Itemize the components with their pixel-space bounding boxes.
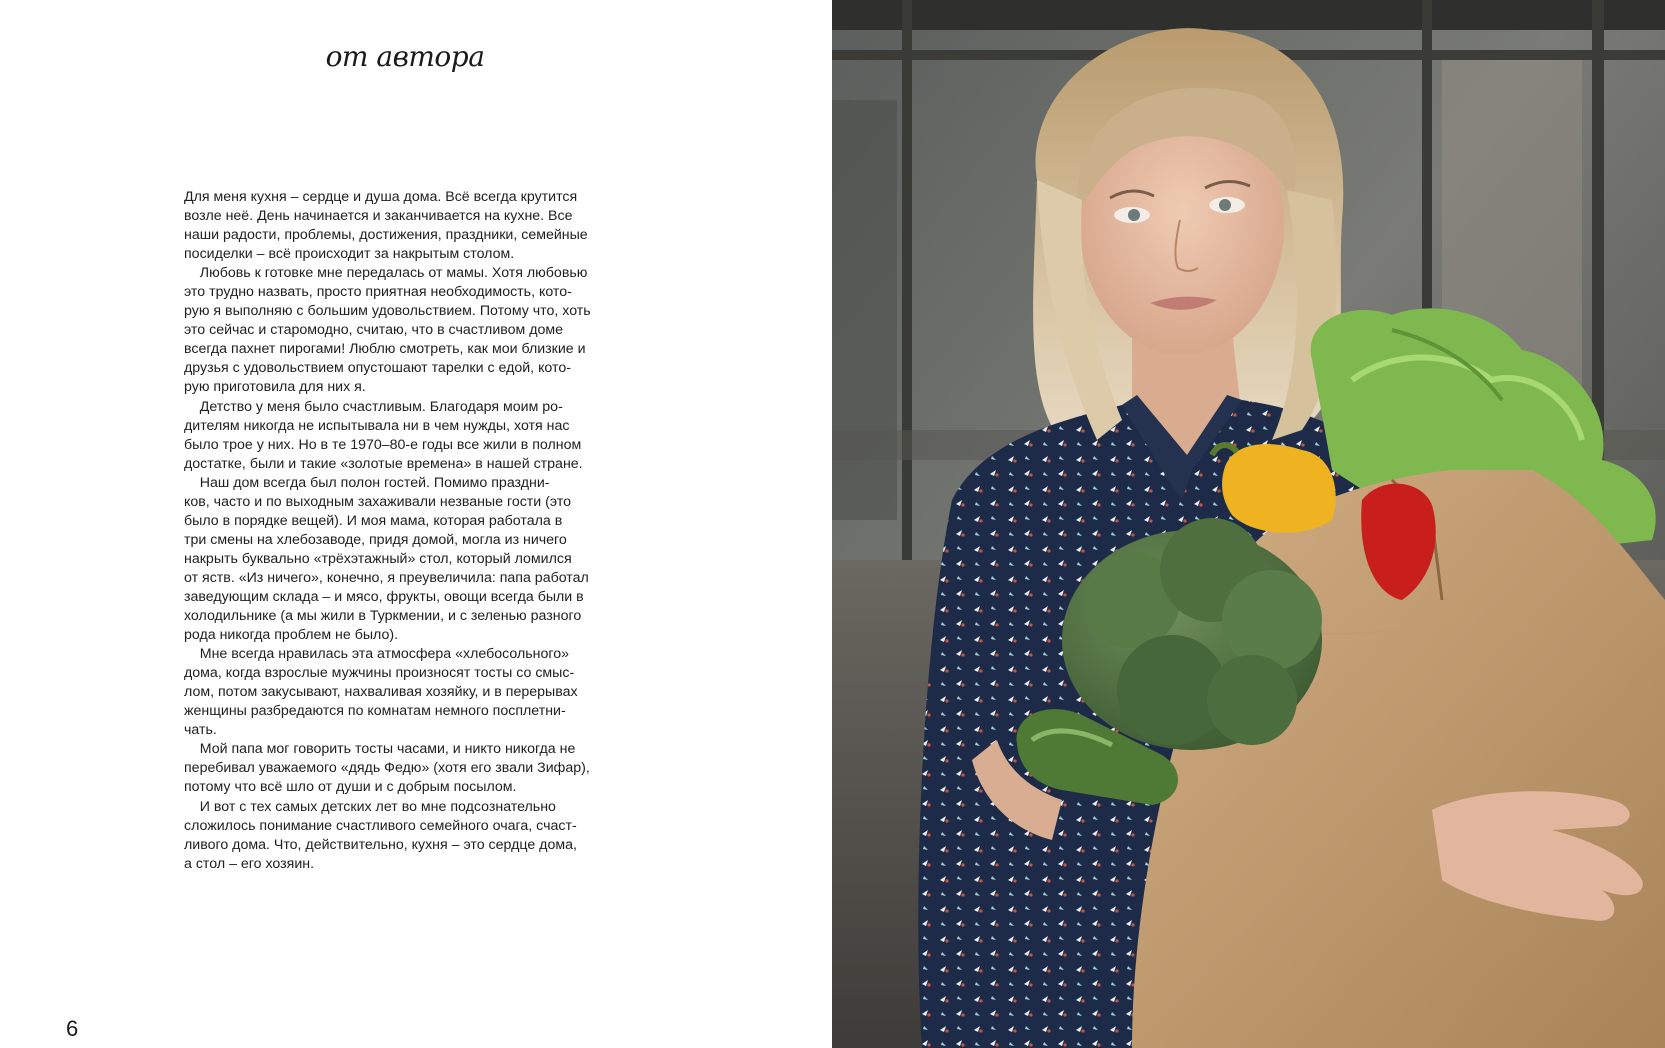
body-line: рую я выполняю с большим удовольствием. Потому что, хоть [184,303,591,320]
body-line: от яств. «Из ничего», конечно, я преувеличила: папа работал [184,569,589,586]
body-line: дителям никогда не испытывала ни в чем нужды, хотя нас [184,417,570,434]
body-line: потому что всё шло от души и с добрым посылом. [184,779,517,796]
body-line: ливого дома. Что, действительно, кухня – это сердце дома, [184,836,577,853]
body-line: возле неё. День начинается и заканчивается на кухне. Все [184,208,573,225]
body-line: женщины разбредаются по комнатам немного посплетни- [184,703,566,720]
body-line: холодильнике (а мы жили в Туркмении, и с зеленью разного [184,608,582,625]
body-line: Наш дом всегда был полон гостей. Помимо праздни- [184,474,550,491]
body-line: было трое у них. Но в те 1970–80-е годы все жили в полном [184,436,582,453]
body-line: рую приготовила для них я. [184,379,366,396]
page-number: 6 [66,1016,79,1041]
body-line: сложилось понимание счастливого семейного очага, счаст- [184,817,577,834]
body-line: достатке, были и такие «золотые времена» в нашей стране. [184,455,583,472]
body-line: рода никогда проблем не было). [184,627,399,644]
body-line: перебивал уважаемого «дядь Федю» (хотя его звали Зифар), [184,760,590,777]
body-line: всегда пахнет пирогами! Люблю смотреть, как мои близкие и [184,341,586,358]
body-line: Для меня кухня – сердце и душа дома. Всё всегда крутится [184,189,578,205]
body-line: дома, когда взрослые мужчины произносят тосты со смыс- [184,665,575,682]
body-line: заведующим склада – и мясо, фрукты, овощи всегда были в [184,588,584,605]
body-line: три смены на хлебозаводе, придя домой, могла из ничего [184,531,567,548]
body-text [184,188,629,874]
body-line: накрыть буквально «трёхэтажный» стол, который ломился [184,550,572,567]
body-line: друзья с удовольствием опустошают тарелки с едой, кото- [184,360,571,377]
left-page [0,0,832,1048]
body-line: ков, часто и по выходным захаживали незваные гости (это [184,493,572,510]
body-line: наши радости, проблемы, достижения, праздники, семейные [184,227,588,244]
body-line: посиделки – всё происходит за накрытым столом. [184,246,515,263]
body-line: И вот с тех самых детских лет во мне подсознательно [184,798,556,815]
body-line: Любовь к готовке мне передалась от мамы. Хотя любовью [184,265,588,282]
body-line: а стол – его хозяин. [184,855,315,872]
body-line: чать. [184,722,217,739]
body-line: Мой папа мог говорить тосты часами, и никто никогда не [184,741,576,758]
author-photo [832,0,1665,1048]
section-title: от автора [325,40,485,73]
body-line: Мне всегда нравилась эта атмосфера «хлебосольного» [184,646,570,663]
body-line: это сейчас и старомодно, считаю, что в счастливом доме [184,322,564,339]
body-line: было в порядке вещей). И моя мама, которая работала в [184,512,563,529]
body-line: это трудно назвать, просто приятная необходимость, кото- [184,284,572,301]
body-line: лом, потом закусывают, нахваливая хозяйку, и в перерывах [184,684,578,701]
body-line: Детство у меня было счастливым. Благодаря моим ро- [184,398,563,415]
